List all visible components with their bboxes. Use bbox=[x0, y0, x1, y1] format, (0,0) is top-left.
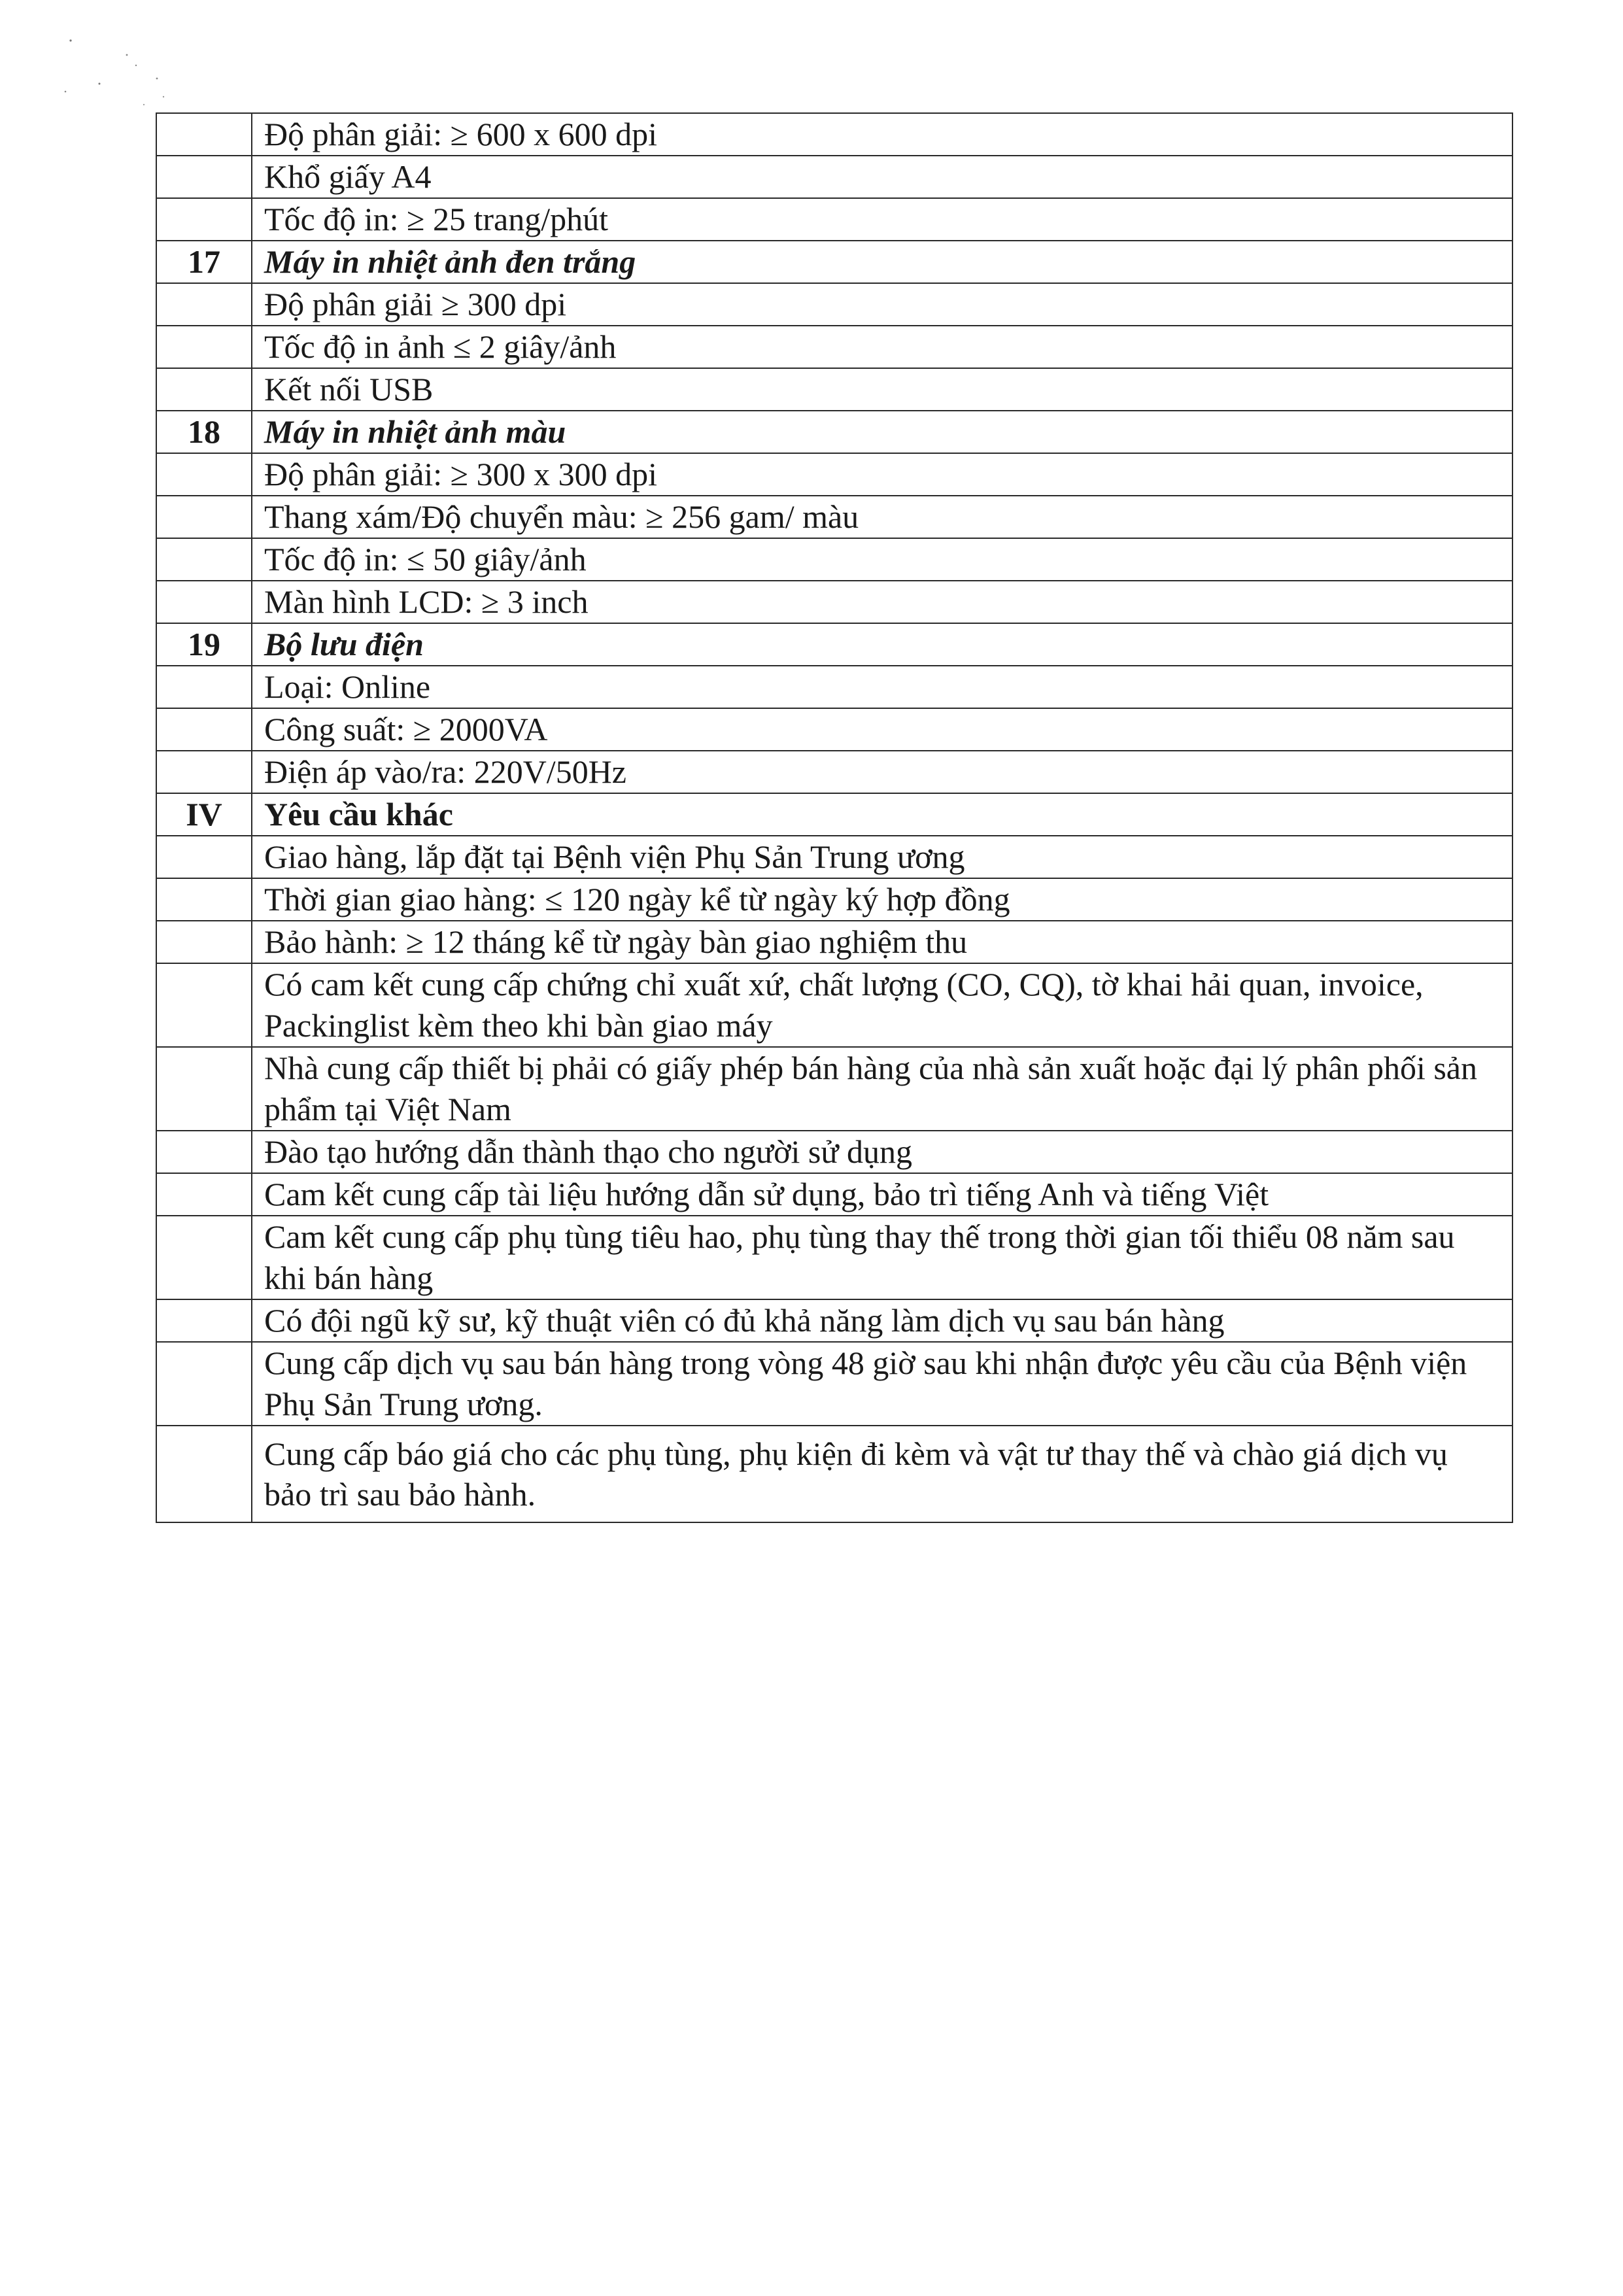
row-text: Cung cấp báo giá cho các phụ tùng, phụ kiện đi kèm và vật tư thay thế và chào giá dịch vụ bảo trì sau bảo hành. bbox=[252, 1426, 1512, 1522]
table-row bbox=[156, 113, 1512, 156]
table-row bbox=[156, 963, 1512, 1047]
row-text: Tốc độ in: ≤ 50 giây/ảnh bbox=[252, 538, 1512, 581]
row-number bbox=[156, 963, 252, 1047]
row-text: Độ phân giải ≥ 300 dpi bbox=[252, 283, 1512, 326]
row-text: Có đội ngũ kỹ sư, kỹ thuật viên có đủ khả năng làm dịch vụ sau bán hàng bbox=[252, 1299, 1512, 1342]
row-text: Thời gian giao hàng: ≤ 120 ngày kể từ ngày ký hợp đồng bbox=[252, 878, 1512, 921]
row-number bbox=[156, 496, 252, 538]
row-text: Cam kết cung cấp phụ tùng tiêu hao, phụ tùng thay thế trong thời gian tối thiểu 08 năm sau khi bán hàng bbox=[252, 1216, 1512, 1299]
table-row-heading bbox=[156, 411, 1512, 453]
specification-table bbox=[156, 112, 1513, 1523]
table-row bbox=[156, 496, 1512, 538]
row-text: Khổ giấy A4 bbox=[252, 156, 1512, 198]
row-number bbox=[156, 1342, 252, 1426]
row-text: Loại: Online bbox=[252, 666, 1512, 708]
row-number bbox=[156, 836, 252, 878]
row-number bbox=[156, 1426, 252, 1522]
row-text: Nhà cung cấp thiết bị phải có giấy phép bán hàng của nhà sản xuất hoặc đại lý phân phối sản phẩm tại Việt Nam bbox=[252, 1047, 1512, 1131]
row-text: Độ phân giải: ≥ 600 x 600 dpi bbox=[252, 113, 1512, 156]
table-row bbox=[156, 156, 1512, 198]
table-row bbox=[156, 836, 1512, 878]
table-row bbox=[156, 878, 1512, 921]
table-row bbox=[156, 581, 1512, 623]
row-number bbox=[156, 581, 252, 623]
row-section-text: Yêu cầu khác bbox=[252, 793, 1512, 836]
row-text: Điện áp vào/ra: 220V/50Hz bbox=[252, 751, 1512, 793]
row-heading-text: Máy in nhiệt ảnh đen trắng bbox=[252, 241, 1512, 283]
table-row bbox=[156, 921, 1512, 963]
row-number bbox=[156, 538, 252, 581]
table-row-heading bbox=[156, 241, 1512, 283]
table-row bbox=[156, 1426, 1512, 1522]
row-number bbox=[156, 326, 252, 368]
row-number: 19 bbox=[156, 623, 252, 666]
row-text: Bảo hành: ≥ 12 tháng kể từ ngày bàn giao nghiệm thu bbox=[252, 921, 1512, 963]
row-text: Thang xám/Độ chuyển màu: ≥ 256 gam/ màu bbox=[252, 496, 1512, 538]
table-row bbox=[156, 538, 1512, 581]
table-row bbox=[156, 283, 1512, 326]
row-number bbox=[156, 666, 252, 708]
table-row bbox=[156, 198, 1512, 241]
row-number bbox=[156, 921, 252, 963]
row-text: Độ phân giải: ≥ 300 x 300 dpi bbox=[252, 453, 1512, 496]
row-number bbox=[156, 156, 252, 198]
row-number: 17 bbox=[156, 241, 252, 283]
table-row bbox=[156, 368, 1512, 411]
row-number bbox=[156, 708, 252, 751]
row-text: Cung cấp dịch vụ sau bán hàng trong vòng 48 giờ sau khi nhận được yêu cầu của Bệnh viện Phụ Sản Trung ương. bbox=[252, 1342, 1512, 1426]
row-number bbox=[156, 113, 252, 156]
row-number bbox=[156, 198, 252, 241]
row-heading-text: Bộ lưu điện bbox=[252, 623, 1512, 666]
table-row bbox=[156, 453, 1512, 496]
row-number: IV bbox=[156, 793, 252, 836]
row-number bbox=[156, 751, 252, 793]
table-row bbox=[156, 751, 1512, 793]
table-row bbox=[156, 326, 1512, 368]
row-number bbox=[156, 1299, 252, 1342]
row-text: Tốc độ in: ≥ 25 trang/phút bbox=[252, 198, 1512, 241]
row-number bbox=[156, 368, 252, 411]
table-row bbox=[156, 1216, 1512, 1299]
table-row bbox=[156, 708, 1512, 751]
row-number bbox=[156, 283, 252, 326]
table-row bbox=[156, 1047, 1512, 1131]
row-number bbox=[156, 453, 252, 496]
row-text: Cam kết cung cấp tài liệu hướng dẫn sử dụng, bảo trì tiếng Anh và tiếng Việt bbox=[252, 1173, 1512, 1216]
table-row bbox=[156, 1342, 1512, 1426]
row-text: Tốc độ in ảnh ≤ 2 giây/ảnh bbox=[252, 326, 1512, 368]
row-text: Kết nối USB bbox=[252, 368, 1512, 411]
row-number bbox=[156, 1173, 252, 1216]
row-number: 18 bbox=[156, 411, 252, 453]
row-text: Công suất: ≥ 2000VA bbox=[252, 708, 1512, 751]
row-text: Giao hàng, lắp đặt tại Bệnh viện Phụ Sản Trung ương bbox=[252, 836, 1512, 878]
row-heading-text: Máy in nhiệt ảnh màu bbox=[252, 411, 1512, 453]
row-number bbox=[156, 1047, 252, 1131]
table-row-heading bbox=[156, 623, 1512, 666]
table-row bbox=[156, 1299, 1512, 1342]
row-number bbox=[156, 878, 252, 921]
row-text: Màn hình LCD: ≥ 3 inch bbox=[252, 581, 1512, 623]
row-number bbox=[156, 1131, 252, 1173]
table-row bbox=[156, 1131, 1512, 1173]
row-text: Đào tạo hướng dẫn thành thạo cho người sử dụng bbox=[252, 1131, 1512, 1173]
scan-specks bbox=[59, 26, 177, 111]
row-number bbox=[156, 1216, 252, 1299]
table-row bbox=[156, 1173, 1512, 1216]
table-row bbox=[156, 666, 1512, 708]
row-text: Có cam kết cung cấp chứng chỉ xuất xứ, chất lượng (CO, CQ), tờ khai hải quan, invoice, Packinglist kèm theo khi bàn giao máy bbox=[252, 963, 1512, 1047]
table-row-section bbox=[156, 793, 1512, 836]
